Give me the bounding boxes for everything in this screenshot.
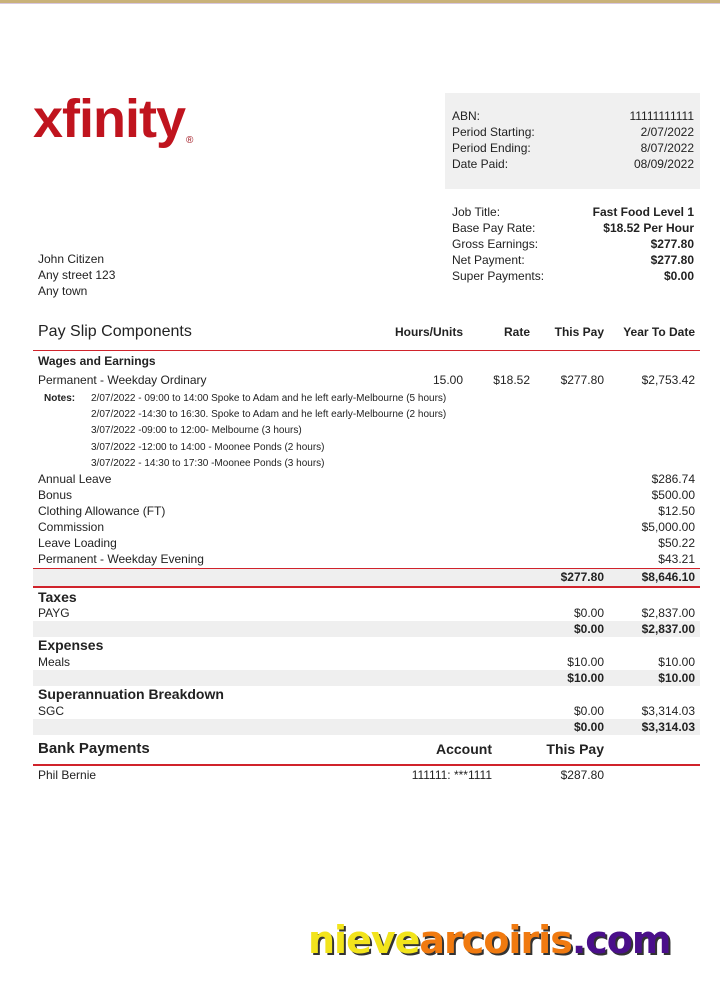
total-ytd: $8,646.10 xyxy=(641,570,695,584)
divider xyxy=(33,586,700,588)
gross-earnings-row xyxy=(452,236,694,253)
super-payments-label: Super Payments: xyxy=(452,269,545,283)
ytd-value: $286.74 xyxy=(651,472,695,486)
notes-label: Notes: xyxy=(44,393,76,404)
this-pay-value: $0.00 xyxy=(573,704,604,718)
job-title-value: Fast Food Level 1 xyxy=(592,205,694,219)
employee-town: Any town xyxy=(38,284,88,298)
period-start-row xyxy=(452,124,694,141)
table-row xyxy=(33,535,700,551)
top-border-accent xyxy=(0,3,720,4)
watermark-part: arcoiris xyxy=(419,918,572,962)
logo-text: xfinity xyxy=(33,89,186,149)
bank-header xyxy=(33,741,700,761)
item-label: Bonus xyxy=(38,488,73,502)
base-rate-label: Base Pay Rate: xyxy=(452,221,536,235)
registered-mark: ® xyxy=(186,135,193,146)
ytd-value: $5,000.00 xyxy=(641,520,695,534)
bank-payment-row xyxy=(33,767,700,783)
table-row xyxy=(33,551,700,567)
company-logo xyxy=(33,89,193,149)
wages-section-title xyxy=(33,353,700,369)
note-line: 2/07/2022 - 09:00 to 14:00 Spoke to Adam and he left early-Melbourne (5 hours) xyxy=(91,393,447,404)
total-this-pay: $0.00 xyxy=(573,720,604,734)
expenses-title: Expenses xyxy=(38,637,104,653)
total-ytd: $10.00 xyxy=(658,671,695,685)
payee-name: Phil Bernie xyxy=(38,768,97,782)
date-paid-value: 08/09/2022 xyxy=(633,157,694,171)
item-label: Permanent - Weekday Evening xyxy=(38,552,204,566)
item-label: Leave Loading xyxy=(38,536,117,550)
period-end-row xyxy=(452,140,694,157)
net-payment-label: Net Payment: xyxy=(452,253,525,267)
col-bank-this-pay-header: This Pay xyxy=(546,741,604,757)
wages-title: Wages and Earnings xyxy=(38,354,156,368)
watermark-part: nieve xyxy=(308,918,420,962)
note-line: 3/07/2022 - 14:30 to 17:30 -Moonee Ponds (3 hours) xyxy=(91,458,325,469)
ytd-value: $12.50 xyxy=(658,504,695,518)
wages-total-row xyxy=(33,569,700,586)
table-row xyxy=(33,519,700,535)
item-label: Annual Leave xyxy=(38,472,112,486)
net-payment-value: $277.80 xyxy=(650,253,694,267)
note-line: 2/07/2022 -14:30 to 16:30. Spoke to Adam and he left early-Melbourne (2 hours) xyxy=(91,409,447,420)
gross-earnings-label: Gross Earnings: xyxy=(452,237,539,251)
item-label: Permanent - Weekday Ordinary xyxy=(38,373,207,387)
job-title-row xyxy=(452,204,694,221)
table-row xyxy=(33,503,700,519)
period-end-value: 8/07/2022 xyxy=(640,141,694,155)
employee-street: Any street 123 xyxy=(38,268,116,282)
abn-row xyxy=(452,108,694,125)
ytd-value: $3,314.03 xyxy=(641,704,695,718)
period-start-label: Period Starting: xyxy=(452,125,535,139)
gross-earnings-value: $277.80 xyxy=(650,237,694,251)
super-section-title xyxy=(33,686,700,702)
col-rate-header: Rate xyxy=(503,325,530,339)
table-row xyxy=(33,703,700,719)
watermark-part: .com xyxy=(571,918,671,962)
ytd-value: $10.00 xyxy=(658,655,695,669)
item-label: Commission xyxy=(38,520,105,534)
ytd-value: $50.22 xyxy=(658,536,695,550)
col-hours-header: Hours/Units xyxy=(394,325,463,339)
super-payments-row xyxy=(452,268,694,285)
watermark xyxy=(308,918,671,962)
ytd-value: $43.21 xyxy=(658,552,695,566)
period-end-label: Period Ending: xyxy=(452,141,531,155)
super-title: Superannuation Breakdown xyxy=(38,686,224,702)
job-title-label: Job Title: xyxy=(452,205,501,219)
total-this-pay: $0.00 xyxy=(573,622,604,636)
super-payments-value: $0.00 xyxy=(663,269,694,283)
ytd-value: $2,753.42 xyxy=(641,373,695,387)
base-rate-row xyxy=(452,220,694,237)
taxes-title: Taxes xyxy=(38,589,77,605)
table-row xyxy=(33,487,700,503)
abn-label: ABN: xyxy=(452,109,481,123)
this-pay-value: $10.00 xyxy=(567,655,604,669)
taxes-total-row xyxy=(33,621,700,637)
table-row xyxy=(33,654,700,670)
components-title: Pay Slip Components xyxy=(38,323,192,340)
date-paid-label: Date Paid: xyxy=(452,157,509,171)
this-pay-value: $0.00 xyxy=(573,606,604,620)
note-line: 3/07/2022 -12:00 to 14:00 - Moonee Ponds (2 hours) xyxy=(91,442,325,453)
components-header xyxy=(33,324,700,344)
col-account-header: Account xyxy=(436,741,492,757)
rate-value: $18.52 xyxy=(493,373,530,387)
item-label: PAYG xyxy=(38,606,70,620)
ytd-value: $2,837.00 xyxy=(641,606,695,620)
expenses-total-row xyxy=(33,670,700,686)
divider xyxy=(33,764,700,766)
account-number: 111111: ***1111 xyxy=(411,768,492,782)
this-pay-value: $277.80 xyxy=(560,373,604,387)
abn-value: 11111111111 xyxy=(629,109,694,123)
table-row xyxy=(33,605,700,621)
table-row xyxy=(33,372,700,388)
taxes-section-title xyxy=(33,589,700,605)
total-ytd: $3,314.03 xyxy=(641,720,695,734)
col-ytd-header: Year To Date xyxy=(623,325,695,339)
col-this-pay-header: This Pay xyxy=(554,325,604,339)
period-start-value: 2/07/2022 xyxy=(640,125,694,139)
total-this-pay: $10.00 xyxy=(567,671,604,685)
base-rate-value: $18.52 Per Hour xyxy=(603,221,694,235)
item-label: Meals xyxy=(38,655,71,669)
total-this-pay: $277.80 xyxy=(560,570,604,584)
total-ytd: $2,837.00 xyxy=(641,622,695,636)
table-row xyxy=(33,471,700,487)
date-paid-row xyxy=(452,156,694,173)
note-line: 3/07/2022 -09:00 to 12:00- Melbourne (3 hours) xyxy=(91,425,302,436)
hours-value: 15.00 xyxy=(432,373,463,387)
divider xyxy=(33,350,700,351)
item-label: SGC xyxy=(38,704,65,718)
ytd-value: $500.00 xyxy=(651,488,695,502)
bank-title: Bank Payments xyxy=(38,740,150,757)
employee-name: John Citizen xyxy=(38,252,105,266)
expenses-section-title xyxy=(33,637,700,653)
item-label: Clothing Allowance (FT) xyxy=(38,504,166,518)
net-payment-row xyxy=(452,252,694,269)
bank-amount: $287.80 xyxy=(560,768,604,782)
super-total-row xyxy=(33,719,700,735)
